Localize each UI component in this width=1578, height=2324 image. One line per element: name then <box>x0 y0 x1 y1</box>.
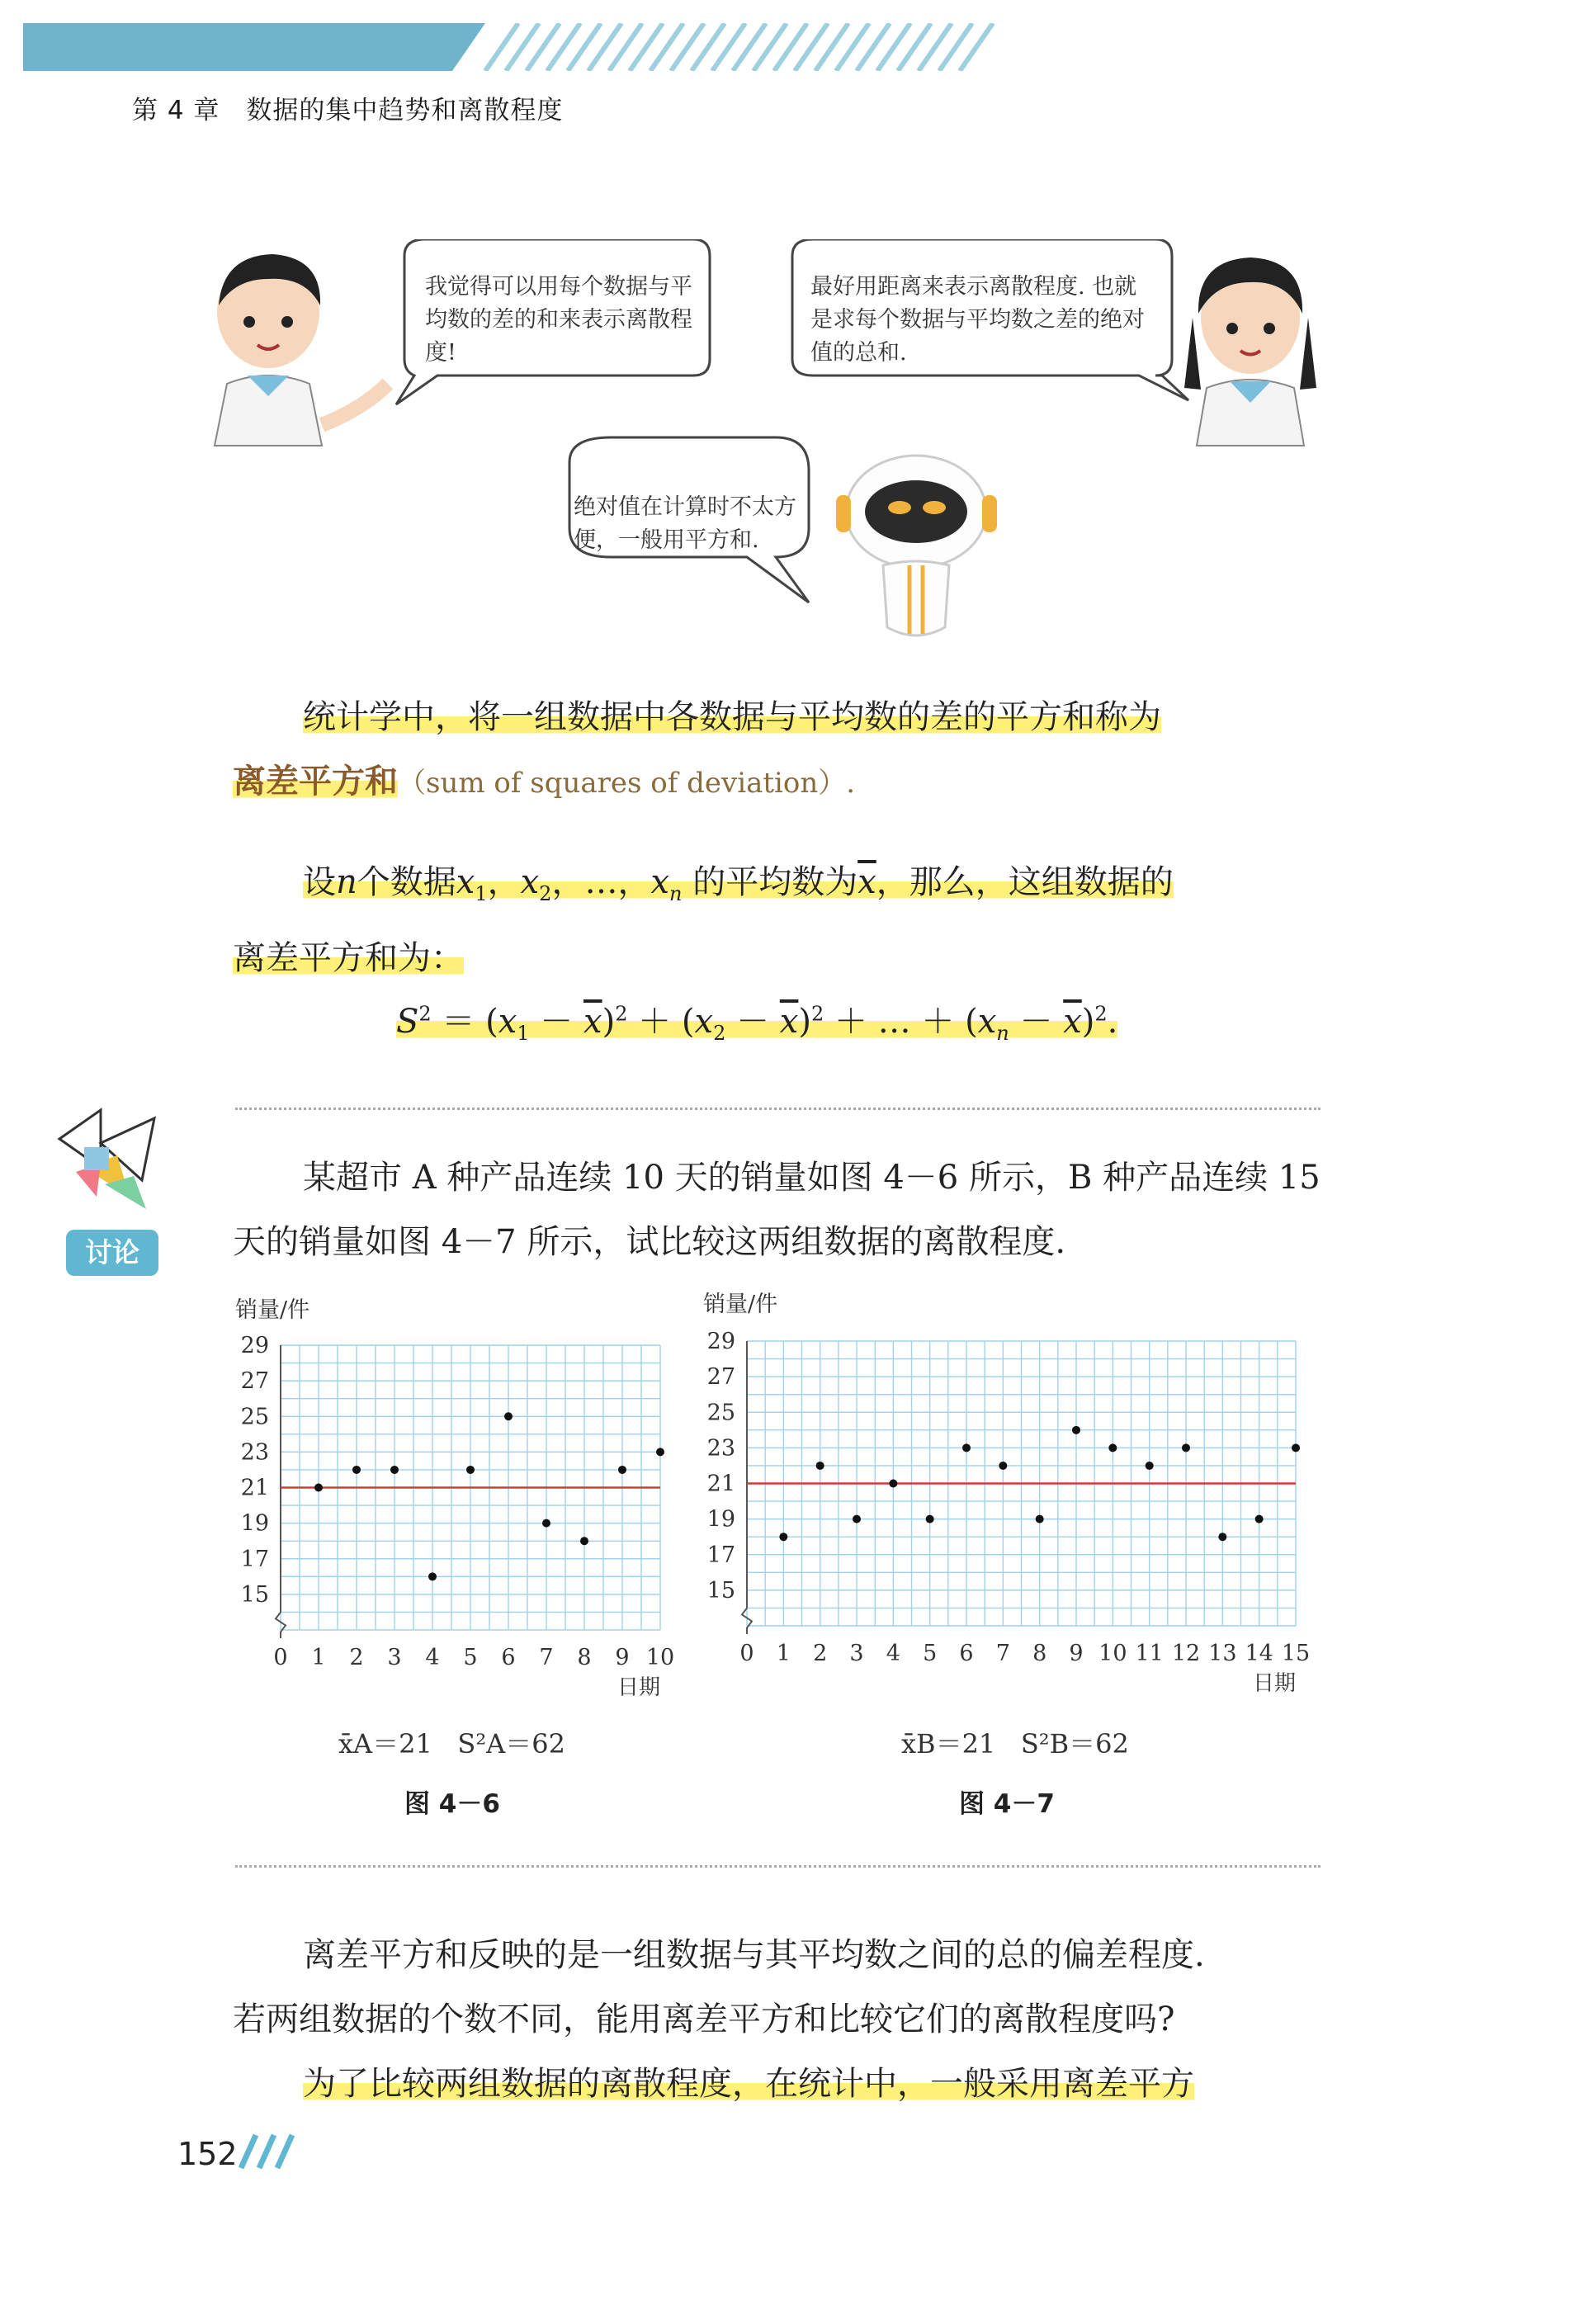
chart-b-y-tick-label: 19 <box>706 1506 735 1533</box>
chart-b-data-point <box>1108 1443 1117 1452</box>
intro-part-a: 设 <box>303 863 336 901</box>
chart-b-y-tick-label: 23 <box>706 1435 735 1462</box>
closing-line2: 若两组数据的个数不同，能用离差平方和比较它们的离散程度吗? <box>233 2000 1175 2038</box>
chart-b-data-point <box>1218 1533 1226 1541</box>
chart-a-ylabel: 销量/件 <box>235 1297 310 1323</box>
chart-b-x-tick-label: 13 <box>1208 1641 1237 1666</box>
discussion-paragraph <box>233 1145 1322 1274</box>
chart-b-data-point <box>1182 1443 1190 1452</box>
discussion-icon <box>51 1106 175 1221</box>
robot-figure <box>836 456 997 635</box>
chart-b-x-tick-label: 14 <box>1245 1641 1273 1666</box>
chart-a-data-point <box>580 1537 588 1545</box>
chart-b-y-tick-label: 15 <box>706 1577 735 1604</box>
chart-b-data-point <box>889 1480 897 1488</box>
chart-b-x-tick-label: 15 <box>1281 1641 1311 1666</box>
chart-a-caption: 图 4－6 <box>404 1789 500 1819</box>
chart-b-data-point <box>1292 1443 1300 1452</box>
chart-a-data-point <box>542 1519 550 1528</box>
chapter-title: 第 4 章 数据的集中趋势和离散程度 <box>132 96 564 125</box>
chart-b-x-tick-label: 7 <box>995 1641 1010 1666</box>
chart-a-x-tick-label: 3 <box>387 1645 402 1670</box>
chart-b-x-tick-label: 3 <box>849 1641 864 1666</box>
chart-a-x-tick-label: 7 <box>539 1645 554 1670</box>
intro-part-b: 个数据 <box>357 863 456 901</box>
chart-b-x-tick-label: 10 <box>1098 1641 1127 1666</box>
chart-a-x-tick-label: 10 <box>645 1645 675 1670</box>
definition-text: 统计学中，将一组数据中各数据与平均数的差的平方和称为 <box>303 698 1161 736</box>
chart-b-data-point <box>816 1462 824 1470</box>
closing-paragraph <box>233 1923 1330 2116</box>
boy-figure <box>215 254 388 446</box>
girl-figure <box>1184 257 1316 446</box>
page-number: 152 <box>177 2136 238 2172</box>
chart-b-data-point <box>1072 1426 1080 1434</box>
chart-b-ylabel: 销量/件 <box>703 1292 778 1317</box>
chart-a-data-point <box>466 1466 475 1474</box>
chart-a-x-tick-label: 6 <box>501 1645 516 1670</box>
divider-bottom <box>235 1865 1321 1868</box>
chart-b-x-tick-label: 8 <box>1032 1641 1047 1666</box>
boy-speech-bubble: 我觉得可以用每个数据与平均数的差的和来表示离散程度! <box>425 274 692 366</box>
chart-a-x-tick-label: 0 <box>273 1645 288 1670</box>
chart-a-y-tick-label: 21 <box>240 1475 269 1501</box>
chart-a-data-point <box>390 1466 399 1474</box>
chart-b-data-point <box>962 1443 971 1452</box>
chart-a-y-tick-label: 19 <box>240 1510 269 1537</box>
chart-b-data-point <box>999 1462 1007 1470</box>
chart-a-y-tick-label: 23 <box>240 1439 269 1466</box>
chart-b-x-tick-label: 5 <box>923 1641 938 1666</box>
chart-a-y-tick-label: 15 <box>240 1581 269 1608</box>
intro-part-d: ，那么，这组数据的 <box>876 863 1174 901</box>
definition-paragraph <box>233 685 1322 815</box>
chart-b-x-axis-label: 日期 <box>1252 1671 1296 1696</box>
closing-line1: 离差平方和反映的是一组数据与其平均数之间的总的偏差程度. <box>303 1936 1205 1974</box>
chart-b-y-tick-label: 17 <box>706 1542 735 1568</box>
chart-b-y-tick-label: 21 <box>706 1471 735 1497</box>
chart-b-x-tick-label: 1 <box>776 1641 791 1666</box>
chart-b-data-point <box>926 1515 934 1523</box>
chart-b-stats <box>901 1723 1129 1761</box>
divider-top <box>235 1108 1321 1110</box>
intro-line2: 离差平方和为： <box>233 939 464 977</box>
chart-b-x-tick-label: 12 <box>1171 1641 1201 1666</box>
chart-b-x-tick-label: 9 <box>1069 1641 1084 1666</box>
chart-a-y-tick-label: 25 <box>240 1404 269 1430</box>
term-sum-of-squares: 离差平方和 <box>233 763 398 801</box>
chart-a-x-tick-label: 5 <box>463 1645 478 1670</box>
chart-a <box>231 1320 677 1708</box>
chart-a-data-point <box>504 1412 513 1420</box>
chart-a-y-tick-label: 29 <box>240 1333 269 1358</box>
sum-of-squares-formula: $S^2 = (x_1 - \overline{x})^2 + (x_2 - \overline{x})^2$ ＋ … ＋ $(x_n - \overline{x})^2$. <box>396 1003 1118 1046</box>
chart-b-x-tick-label: 11 <box>1135 1641 1164 1666</box>
chart-a-x-axis-label: 日期 <box>617 1675 660 1700</box>
girl-speech-bubble: 最好用距离来表示离散程度. 也就是求每个数据与平均数之差的绝对值的总和. <box>810 274 1145 366</box>
chart-b-mean: x̄B＝21 <box>901 1728 996 1760</box>
discussion-badge: 讨论 <box>66 1230 158 1276</box>
chart-a-data-point <box>352 1466 361 1474</box>
discussion-text: 某超市 A 种产品连续 10 天的销量如图 4－6 所示，B 种产品连续 15 天的销量如图 4－7 所示，试比较这两组数据的离散程度. <box>233 1159 1321 1261</box>
chart-a-stats <box>338 1723 565 1761</box>
chart-b-y-tick-label: 25 <box>706 1400 735 1426</box>
chart-b-y-tick-label: 29 <box>706 1329 735 1354</box>
chart-a-x-tick-label: 1 <box>311 1645 326 1670</box>
page-number-slashes <box>233 2131 299 2172</box>
chart-a-y-tick-label: 17 <box>240 1546 269 1572</box>
illustration <box>198 239 1354 652</box>
chart-b-data-point <box>853 1515 861 1523</box>
chart-a-x-tick-label: 4 <box>425 1645 440 1670</box>
intro-part-c: 的平均数为 <box>692 863 858 901</box>
chart-b-data-point <box>1146 1462 1154 1470</box>
chart-a-data-point <box>314 1484 323 1492</box>
chart-b-y-tick-label: 27 <box>706 1364 735 1391</box>
chart-b <box>697 1316 1312 1704</box>
intro-n: n <box>336 863 357 901</box>
chart-b-x-tick-label: 6 <box>959 1641 974 1666</box>
chart-a-y-tick-label: 27 <box>240 1368 269 1395</box>
robot-speech-bubble: 绝对值在计算时不太方便，一般用平方和. <box>574 494 796 553</box>
chart-b-data-point <box>1036 1515 1044 1523</box>
chart-a-variance: S²A＝62 <box>457 1728 565 1760</box>
chart-b-data-point <box>779 1533 787 1541</box>
chart-b-caption: 图 4－7 <box>959 1789 1055 1819</box>
chart-a-x-tick-label: 9 <box>615 1645 630 1670</box>
chart-a-data-point <box>428 1572 437 1580</box>
chart-a-x-tick-label: 2 <box>349 1645 364 1670</box>
chart-b-variance: S²B＝62 <box>1020 1728 1129 1760</box>
chart-b-data-point <box>1255 1515 1264 1523</box>
formula-intro-paragraph: 设n个数据$x_1$，$x_2$，…，$x_n$ 的平均数为$\overline{x}$，那么，这组数据的 离差平方和为： <box>233 863 1174 977</box>
chart-a-data-point <box>618 1466 626 1474</box>
chart-b-x-tick-label: 2 <box>813 1641 828 1666</box>
header-band <box>23 23 997 71</box>
term-english: （sum of squares of deviation）. <box>398 767 856 800</box>
chart-b-x-tick-label: 0 <box>739 1641 754 1666</box>
closing-line3: 为了比较两组数据的离散程度，在统计中，一般采用离差平方 <box>303 2065 1194 2103</box>
chart-a-data-point <box>656 1448 664 1456</box>
chart-a-mean: x̄A＝21 <box>338 1728 432 1760</box>
chart-b-x-tick-label: 4 <box>886 1641 900 1666</box>
chart-a-x-tick-label: 8 <box>577 1645 592 1670</box>
